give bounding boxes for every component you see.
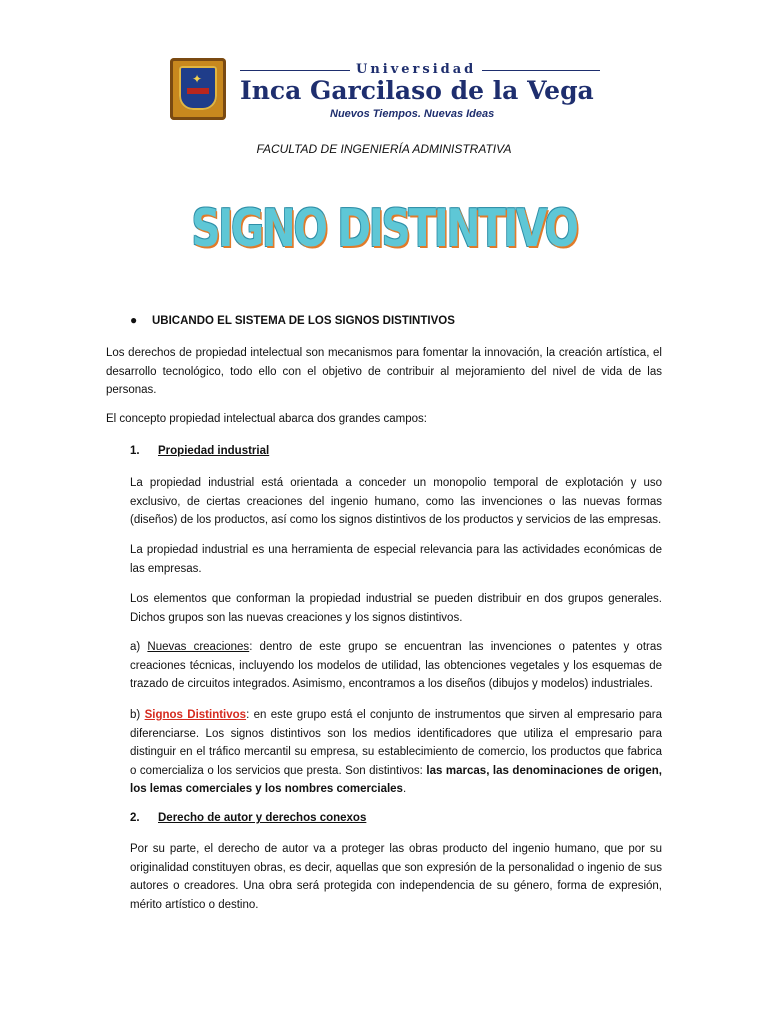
- item-b-bold: las marcas, las denominaciones de origen, los lemas comerciales y los nombres comerciales: [130, 764, 662, 795]
- faculty-name: FACULTAD DE INGENIERÍA ADMINISTRATIVA: [256, 142, 512, 156]
- document-title: SIGNO DISTINTIVO: [191, 199, 577, 259]
- term-nuevas-creaciones: Nuevas creaciones: [147, 641, 250, 653]
- item-b-end: .: [402, 783, 407, 795]
- list-number-1: 1.: [130, 445, 140, 457]
- paragraph-relevance: La propiedad industrial es una herramienta de especial relevancia para las actividades económicas de las empresas.: [130, 544, 662, 575]
- paragraph-derecho-autor: Por su parte, el derecho de autor va a proteger las obras producto del ingenio humano, que por su originalidad constituyen obras, es decir, aquellas que son expresión de la personalidad o ingenio de sus autores o creadores. Una obra será protegida con independencia de su género, forma de expresión, mérito artístico o destino.: [130, 843, 662, 911]
- list-item-2: [130, 809, 662, 828]
- paragraph-intro: Los derechos de propiedad intelectual son mecanismos para fomentar la innovación, la creación artística, el desarrollo tecnológico, todo ello con el objetivo de contribuir al mejoramiento del nivel de vida de las personas.: [106, 347, 662, 396]
- section-heading: UBICANDO EL SISTEMA DE LOS SIGNOS DISTINTIVOS: [152, 315, 455, 327]
- university-logo: [170, 58, 610, 124]
- list-number-2: 2.: [130, 812, 140, 824]
- item-b-prefix: b): [130, 709, 145, 721]
- item-a-prefix: a): [130, 641, 148, 653]
- list-title-1: Propiedad industrial: [158, 445, 270, 457]
- paragraph-signos-distintivos: [130, 706, 662, 799]
- list-item-1: [130, 442, 662, 461]
- logo-tagline: Nuevos Tiempos. Nuevas Ideas: [330, 108, 495, 120]
- logo-universidad: Universidad: [350, 62, 482, 77]
- university-crest-icon: ✦: [170, 58, 226, 120]
- paragraph-industrial: La propiedad industrial está orientada a conceder un monopolio temporal de explotación y uso exclusivo, de ciertas creaciones del ingenio humano, como las invenciones o las nuevas formas (diseños) de los productos, así como los signos distintivos de los productos y servicios de las empresas.: [130, 477, 662, 526]
- logo-university-name: Inca Garcilaso de la Vega: [240, 76, 594, 105]
- item-b-text: : en este grupo está el conjunto de instrumentos que sirven al empresario para diferenciarse. Los signos distintivos son los medios identificadores que utiliza el empresario para distinguir en el tráfico mercantil su empresa, su establecimiento de comercio, los productos que fabrica o comercializa o los servicios que presta. Son distintivos:: [130, 709, 662, 777]
- list-title-2: Derecho de autor y derechos conexos: [158, 812, 367, 824]
- paragraph-nuevas-creaciones: [130, 638, 662, 694]
- term-signos-distintivos: Signos Distintivos: [144, 709, 247, 721]
- bullet-icon: ●: [130, 313, 138, 327]
- item-a-text: : dentro de este grupo se encuentran las invenciones o patentes y otras creaciones técnicas, incluyendo los modelos de utilidad, las obtenciones vegetales y los esquemas de trazado de circuitos integrados. Asimismo, encontramos a los diseños (dibujos y modelos) industriales.: [130, 641, 662, 690]
- paragraph-fields: El concepto propiedad intelectual abarca dos grandes campos:: [106, 413, 427, 425]
- paragraph-groups: Los elementos que conforman la propiedad industrial se pueden distribuir en dos grupos generales. Dichos grupos son las nuevas creaciones y los signos distintivos.: [130, 593, 662, 624]
